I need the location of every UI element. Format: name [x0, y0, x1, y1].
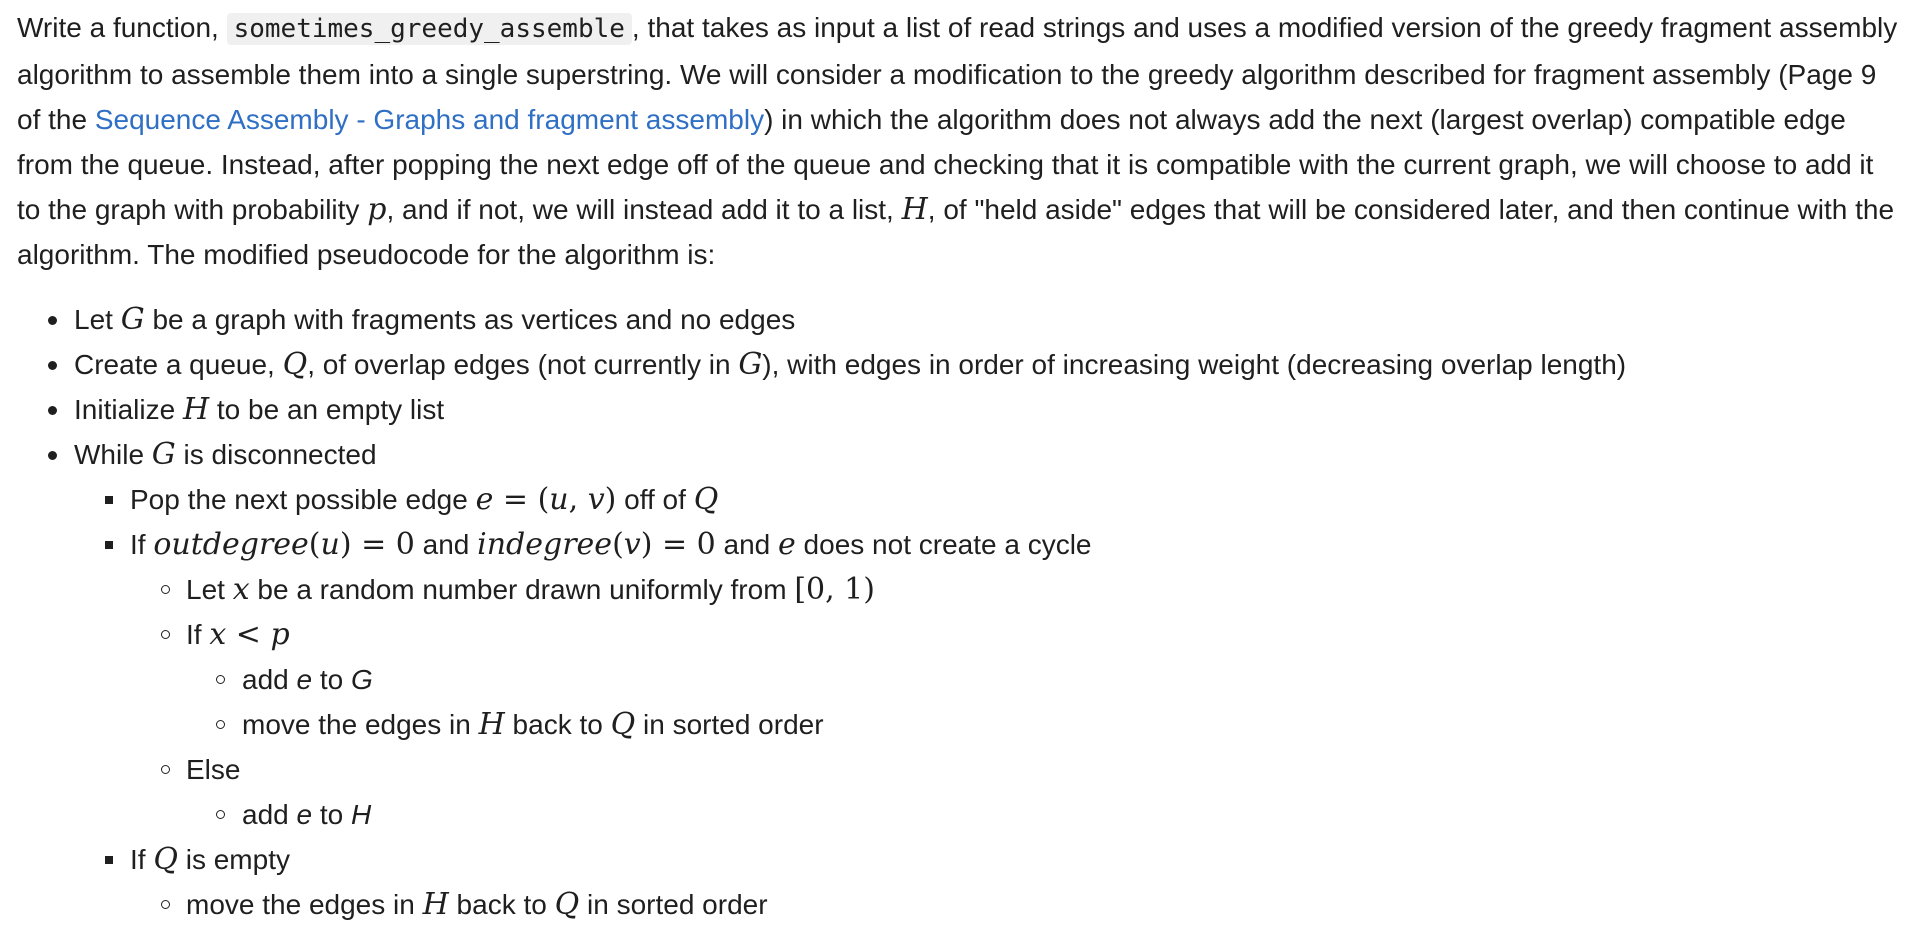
math-x: x [209, 617, 227, 652]
step-text: add [242, 799, 297, 830]
math-v: v [623, 527, 641, 562]
step-pop-edge [17, 477, 1903, 522]
step-add-e-to-G [17, 657, 1903, 702]
square-bullet [105, 496, 113, 504]
math-e: e [475, 482, 494, 517]
step-move-H-to-Q-final [17, 882, 1903, 927]
math-Q: Q [282, 347, 308, 382]
math-H: H [478, 707, 505, 742]
math-H: H [182, 392, 210, 427]
step-draw-random-x [17, 567, 1903, 612]
step-text: move the edges in [242, 709, 479, 740]
step-let-G [17, 297, 1903, 342]
circle-bullet [216, 675, 225, 684]
math-Q: Q [610, 707, 636, 742]
step-text: to [312, 799, 351, 830]
math-e: e [778, 527, 796, 562]
intro-text-1: Write a function, [17, 12, 227, 43]
step-text: is empty [177, 844, 290, 875]
math-symbol: ) [604, 482, 617, 517]
circle-bullet [161, 900, 170, 909]
step-text: and [715, 529, 779, 560]
math-p: p [270, 617, 290, 652]
square-bullet [105, 541, 113, 549]
math-x: x [232, 572, 250, 607]
step-text: If [130, 529, 154, 560]
disc-bullet [48, 406, 57, 415]
step-text: If [186, 619, 210, 650]
circle-bullet [161, 585, 170, 594]
math-H: H [422, 887, 449, 922]
italic-H: H [351, 799, 372, 830]
step-text: Pop the next possible edge [130, 484, 476, 515]
document-body [17, 5, 1903, 927]
step-text: off of [616, 484, 694, 515]
step-text: add [242, 664, 297, 695]
math-v: v [587, 482, 605, 517]
step-text: Create a queue, [74, 349, 283, 380]
math-symbol: < [226, 617, 271, 652]
math-G: G [738, 347, 763, 382]
math-outdegree: outdegree [153, 527, 309, 562]
step-text: back to [448, 889, 555, 920]
step-text: Let [186, 574, 233, 605]
step-text: ), with edges in order of increasing weight (decreasing overlap length) [762, 349, 1627, 380]
step-else [17, 747, 1903, 792]
disc-bullet [48, 316, 57, 325]
math-range: [0, 1) [794, 572, 875, 607]
math-Q: Q [153, 842, 178, 877]
step-text: and [414, 529, 478, 560]
circle-bullet [161, 630, 170, 639]
math-G: G [120, 302, 145, 337]
circle-bullet [161, 765, 170, 774]
intro-text-4: , and if not, we will instead add it to a list, [386, 194, 902, 225]
step-text: While [74, 439, 152, 470]
math-symbol: ( [308, 527, 321, 562]
circle-bullet [216, 720, 225, 729]
math-Q: Q [693, 482, 719, 517]
intro-paragraph [17, 5, 1903, 277]
step-text: back to [504, 709, 611, 740]
step-initialize-H [17, 387, 1903, 432]
step-create-queue [17, 342, 1903, 387]
circle-bullet [216, 810, 225, 819]
step-text: If [130, 844, 154, 875]
step-if-degree-check [17, 522, 1903, 567]
step-text: Else [186, 754, 241, 785]
step-text: Initialize [74, 394, 183, 425]
disc-bullet [48, 361, 57, 370]
math-symbol: = ( [493, 482, 550, 517]
math-indegree: indegree [477, 527, 613, 562]
math-p: p [367, 192, 387, 227]
step-text: move the edges in [186, 889, 423, 920]
step-text: Let [74, 304, 121, 335]
step-text: , of overlap edges (not currently in [307, 349, 739, 380]
math-symbol: , [568, 482, 588, 517]
step-text: in sorted order [635, 709, 824, 740]
math-G: G [151, 437, 176, 472]
step-text: to [312, 664, 351, 695]
math-H: H [901, 192, 928, 227]
intro-text-3: ) in which the algorithm does not always add the next (largest overlap) compatible edge from the queue. Instead, after popping the next edge off of the queue and checking that it is compatible with the current graph, we will choose to add it to the graph with probability [17, 104, 1874, 225]
sequence-assembly-link[interactable]: Sequence Assembly - Graphs and fragment assembly [94, 104, 765, 135]
math-symbol: ) = 0 [640, 527, 716, 562]
step-text: is disconnected [175, 439, 377, 470]
step-text: does not create a cycle [795, 529, 1092, 560]
italic-G: G [351, 664, 373, 695]
math-Q: Q [554, 887, 580, 922]
step-move-H-to-Q [17, 702, 1903, 747]
math-u: u [320, 527, 340, 562]
step-text: be a graph with fragments as vertices and no edges [144, 304, 796, 335]
italic-e: e [296, 664, 313, 695]
step-text: be a random number drawn uniformly from [249, 574, 795, 605]
step-if-Q-empty [17, 837, 1903, 882]
function-name-code: sometimes_greedy_assemble [227, 13, 632, 45]
math-symbol: ( [612, 527, 624, 562]
step-add-e-to-H [17, 792, 1903, 837]
italic-e: e [296, 799, 313, 830]
step-text: in sorted order [579, 889, 768, 920]
square-bullet [105, 856, 113, 864]
intro-text-5: , of "held aside" edges that will be considered later, and then continue with the algorithm. The modified pseudocode for the algorithm is: [17, 194, 1895, 270]
intro-text-2: , that takes as input a list of read strings and uses a modified version of the greedy fragment assembly algorithm to assemble them into a single superstring. We will consider a modification to the greedy algorithm described for fragment assembly (Page 9 of the [17, 12, 1898, 135]
step-if-x-less-p [17, 612, 1903, 657]
disc-bullet [48, 451, 57, 460]
pseudocode-list [17, 297, 1903, 927]
step-while-disconnected [17, 432, 1903, 477]
math-symbol: ) = 0 [339, 527, 415, 562]
step-text: to be an empty list [209, 394, 445, 425]
math-u: u [549, 482, 569, 517]
